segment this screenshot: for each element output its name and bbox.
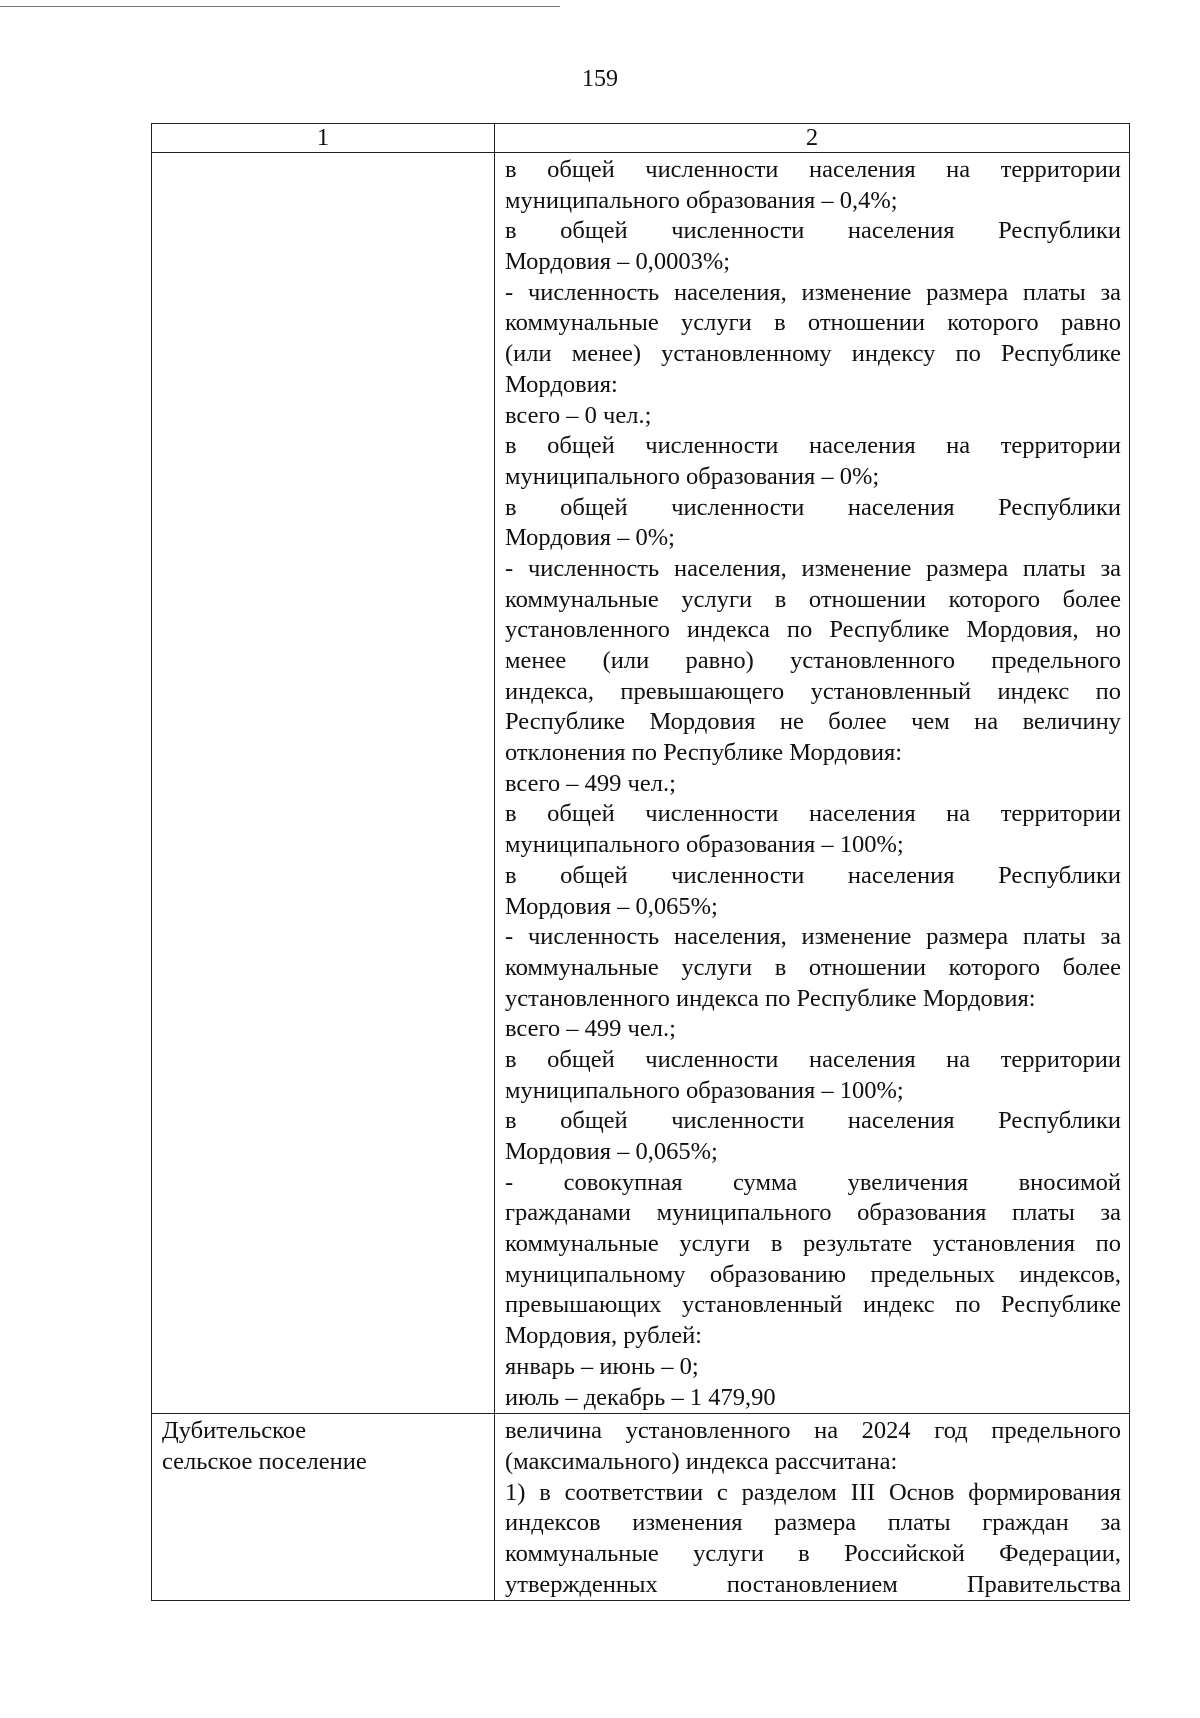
text-line: в общей численности населения на территории bbox=[505, 156, 1121, 183]
text-line: коммунальные услуги в отношении которого равно bbox=[505, 309, 1121, 337]
text-line: муниципального образования – 100%; bbox=[505, 1076, 904, 1104]
text-line: менее (или равно) установленного предельного bbox=[505, 647, 1121, 674]
text-line: коммунальные услуги в отношении которого более bbox=[505, 585, 1121, 613]
text-line: - численность населения, изменение размера платы за bbox=[505, 923, 1121, 951]
text-line: в общей численности населения Республики bbox=[505, 217, 1121, 245]
text-line: гражданами муниципального образования платы за bbox=[505, 1199, 1121, 1227]
text-line: муниципального образования – 0%; bbox=[505, 462, 880, 490]
text-line: июль – декабрь – 1 479,90 bbox=[505, 1383, 776, 1411]
text-line: (максимального) индекса рассчитана: bbox=[505, 1447, 898, 1475]
scan-artifact-line bbox=[0, 6, 560, 7]
text-line: январь – июнь – 0; bbox=[505, 1352, 699, 1380]
text-line: в общей численности населения на территории bbox=[505, 1045, 1121, 1073]
text-line: коммунальные услуги в результате установления по bbox=[505, 1230, 1121, 1258]
text-line: установленного индекса по Республике Мордовия, но bbox=[505, 616, 1121, 644]
table-header-row bbox=[152, 124, 1130, 153]
text-line: Республике Мордовия не более чем на величину bbox=[505, 708, 1121, 736]
text-line: Мордовия – 0,065%; bbox=[505, 892, 718, 920]
text-line: (или менее) установленному индексу по Республике bbox=[505, 340, 1121, 368]
header-cell-col1: 1 bbox=[152, 124, 495, 153]
text-line: в общей численности населения Республики bbox=[505, 493, 1121, 521]
text-line: индекса, превышающего установленный индекс по bbox=[505, 677, 1121, 705]
row2-col2-cell bbox=[495, 1414, 1130, 1601]
text-line: в общей численности населения Республики bbox=[505, 861, 1121, 889]
text-line: величина установленного на 2024 год предельного bbox=[505, 1417, 1121, 1445]
text-line: всего – 0 чел.; bbox=[505, 401, 652, 429]
row2-col1-cell bbox=[152, 1414, 495, 1601]
text-line: 1) в соответствии с разделом III Основ формирования bbox=[505, 1478, 1121, 1506]
row1-col2-cell bbox=[495, 153, 1130, 1414]
text-line: - численность населения, изменение размера платы за bbox=[505, 278, 1121, 306]
text-line: муниципального образования – 0,4%; bbox=[505, 186, 898, 214]
row1-col1-cell bbox=[152, 153, 495, 1414]
text-line: Мордовия – 0,0003%; bbox=[505, 248, 731, 276]
text-line: утвержденных постановлением Правительства bbox=[505, 1570, 1121, 1598]
header-cell-col2: 2 bbox=[495, 124, 1130, 153]
text-line: в общей численности населения Республики bbox=[505, 1107, 1121, 1135]
text-line: коммунальные услуги в Российской Федерации, bbox=[505, 1539, 1121, 1567]
text-line: всего – 499 чел.; bbox=[505, 1015, 676, 1043]
text-line: индексов изменения размера платы граждан за bbox=[505, 1509, 1121, 1537]
text-line: коммунальные услуги в отношении которого более bbox=[505, 953, 1121, 981]
text-line: Мордовия – 0%; bbox=[505, 524, 675, 552]
text-line: установленного индекса по Республике Мордовия: bbox=[505, 984, 1036, 1012]
text-line: всего – 499 чел.; bbox=[505, 769, 676, 797]
table-row bbox=[152, 1414, 1130, 1601]
settlement-name-line: Дубительское bbox=[162, 1417, 307, 1445]
settlement-name-line: сельское поселение bbox=[162, 1447, 367, 1475]
text-line: превышающих установленный индекс по Республике bbox=[505, 1291, 1121, 1319]
text-line: в общей численности населения на территории bbox=[505, 800, 1121, 828]
text-line: муниципального образования – 100%; bbox=[505, 831, 904, 859]
document-table bbox=[151, 123, 1130, 1601]
text-line: Мордовия – 0,065%; bbox=[505, 1138, 718, 1165]
text-line: муниципальному образованию предельных индексов, bbox=[505, 1260, 1121, 1288]
text-line: отклонения по Республике Мордовия: bbox=[505, 739, 903, 767]
table-row bbox=[152, 153, 1130, 1414]
text-line: - численность населения, изменение размера платы за bbox=[505, 554, 1121, 582]
text-line: Мордовия: bbox=[505, 370, 618, 398]
text-line: - совокупная сумма увеличения вносимой bbox=[505, 1168, 1121, 1196]
text-line: Мордовия, рублей: bbox=[505, 1322, 702, 1350]
page-number: 159 bbox=[582, 66, 618, 92]
text-line: в общей численности населения на территории bbox=[505, 432, 1121, 460]
